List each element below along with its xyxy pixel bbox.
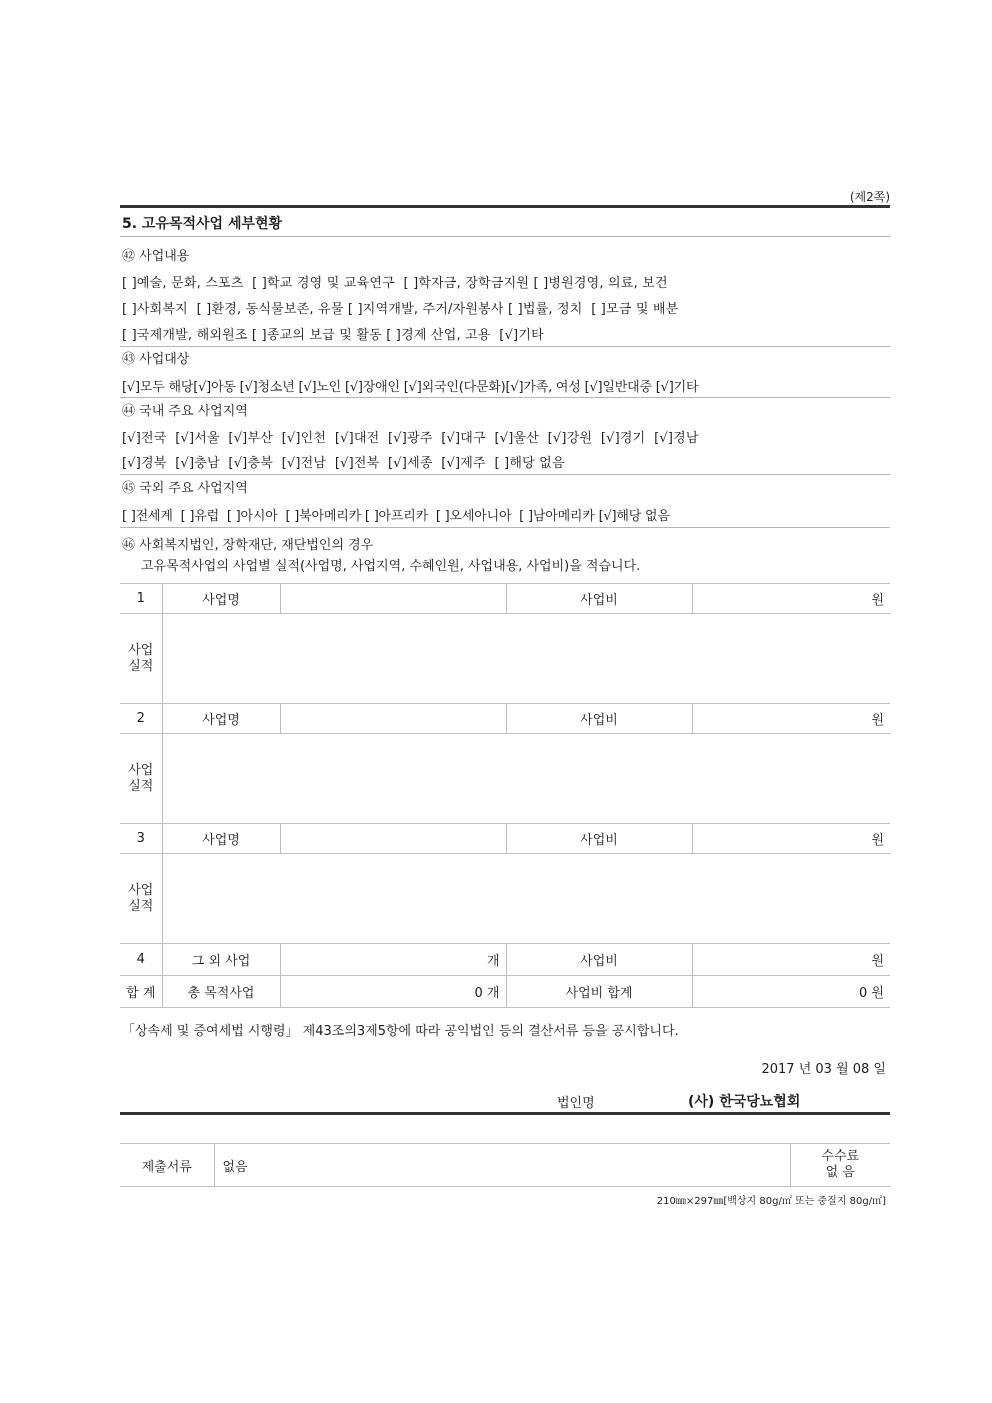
project-row bbox=[120, 584, 890, 614]
project-result-value[interactable] bbox=[162, 734, 890, 824]
content-line-1: [ ]예술, 문화, 스포츠 [ ]학교 경영 및 교육연구 [ ]학자금, 장학금지원 [ ]병원경영, 의료, 보건 bbox=[122, 276, 668, 291]
divider bbox=[120, 397, 890, 398]
project-name-label: 사업명 bbox=[162, 584, 280, 614]
project-result-row bbox=[120, 854, 890, 944]
divider bbox=[120, 527, 890, 528]
section-title: 5. 고유목적사업 세부현황 bbox=[122, 216, 283, 232]
project-result-label-bottom: 실적 bbox=[128, 658, 154, 674]
project-cost-unit: 원 bbox=[692, 584, 890, 614]
project-name-label: 사업명 bbox=[162, 824, 280, 854]
project-no: 2 bbox=[120, 704, 162, 734]
fee-value: 없 음 bbox=[825, 1165, 855, 1180]
project-cost-unit: 원 bbox=[692, 704, 890, 734]
total-cost-label: 사업비 합계 bbox=[506, 976, 692, 1008]
project-result-label bbox=[120, 854, 162, 944]
total-no: 합 계 bbox=[120, 976, 162, 1008]
other-no: 4 bbox=[120, 944, 162, 976]
fee-cell bbox=[790, 1144, 890, 1187]
target-line-1: [√]모두 해당[√]아동 [√]청소년 [√]노인 [√]장애인 [√]외국인(다문화)[√]가족, 여성 [√]일반대중 [√]기타 bbox=[122, 380, 699, 395]
project-cost-label: 사업비 bbox=[506, 584, 692, 614]
project-no: 3 bbox=[120, 824, 162, 854]
project-row bbox=[120, 704, 890, 734]
project-result-row bbox=[120, 614, 890, 704]
other-label: 그 외 사업 bbox=[162, 944, 280, 976]
fee-label: 수수료 bbox=[821, 1149, 860, 1164]
content-line-2: [ ]사회복지 [ ]환경, 동식물보존, 유물 [ ]지역개발, 주거/자원봉사 [ ]법률, 정치 [ ]모금 및 배분 bbox=[122, 302, 679, 317]
project-cost-label: 사업비 bbox=[506, 704, 692, 734]
divider bbox=[120, 474, 890, 475]
project-result-row bbox=[120, 734, 890, 824]
total-cost[interactable]: 0 원 bbox=[692, 976, 890, 1008]
domestic-line-1: [√]전국 [√]서울 [√]부산 [√]인천 [√]대전 [√]광주 [√]대구 [√]울산 [√]강원 [√]경기 [√]경남 bbox=[122, 431, 699, 446]
top-divider bbox=[120, 205, 890, 208]
project-result-value[interactable] bbox=[162, 854, 890, 944]
domestic-title: ㊹ 국내 주요 사업지역 bbox=[122, 404, 248, 419]
performance-table bbox=[120, 583, 890, 1008]
divider bbox=[120, 346, 890, 347]
project-row bbox=[120, 824, 890, 854]
submission-label: 제출서류 bbox=[120, 1144, 214, 1187]
project-result-label-bottom: 실적 bbox=[128, 898, 154, 914]
submission-value[interactable]: 없음 bbox=[214, 1144, 790, 1187]
page-number: (제2쪽) bbox=[849, 190, 890, 204]
project-name-label: 사업명 bbox=[162, 704, 280, 734]
report-date: 2017 년 03 월 08 일 bbox=[761, 1062, 886, 1077]
other-count[interactable]: 개 bbox=[280, 944, 506, 976]
legal-statement: 「상속세 및 증여세법 시행령」 제43조의3제5항에 따라 공익법인 등의 결산서류 등을 공시합니다. bbox=[122, 1024, 679, 1039]
project-result-label-top: 사업 bbox=[128, 762, 154, 778]
corp-name-label: 법인명 bbox=[557, 1096, 595, 1111]
project-name-value[interactable] bbox=[280, 704, 506, 734]
target-title: ㊸ 사업대상 bbox=[122, 352, 190, 367]
project-cost-label: 사업비 bbox=[506, 824, 692, 854]
submission-table bbox=[120, 1143, 890, 1187]
other-cost-label: 사업비 bbox=[506, 944, 692, 976]
corp-name: (사) 한국당뇨협회 bbox=[688, 1094, 801, 1110]
other-projects-row bbox=[120, 944, 890, 976]
paper-spec: 210㎜×297㎜[백상지 80g/㎡ 또는 중질지 80g/㎡] bbox=[656, 1196, 886, 1207]
project-no: 1 bbox=[120, 584, 162, 614]
domestic-line-2: [√]경북 [√]충남 [√]충북 [√]전남 [√]전북 [√]세종 [√]제주 [ ]해당 없음 bbox=[122, 456, 565, 471]
bottom-divider bbox=[120, 1112, 890, 1115]
project-result-label-bottom: 실적 bbox=[128, 778, 154, 794]
other-cost-unit[interactable]: 원 bbox=[692, 944, 890, 976]
performance-title: ㊻ 사회복지법인, 장학재단, 재단법인의 경우 bbox=[122, 538, 374, 553]
total-row bbox=[120, 976, 890, 1008]
project-result-label-top: 사업 bbox=[128, 642, 154, 658]
total-label: 총 목적사업 bbox=[162, 976, 280, 1008]
project-cost-unit: 원 bbox=[692, 824, 890, 854]
total-count[interactable]: 0 개 bbox=[280, 976, 506, 1008]
performance-subtitle: 고유목적사업의 사업별 실적(사업명, 사업지역, 수혜인원, 사업내용, 사업비)을 적습니다. bbox=[141, 559, 641, 574]
content-line-3: [ ]국제개발, 해외원조 [ ]종교의 보급 및 활동 [ ]경제 산업, 고용 [√]기타 bbox=[122, 328, 544, 343]
content-title: ㊷ 사업내용 bbox=[122, 249, 190, 264]
project-result-label-top: 사업 bbox=[128, 882, 154, 898]
overseas-title: ㊺ 국외 주요 사업지역 bbox=[122, 481, 248, 496]
project-name-value[interactable] bbox=[280, 584, 506, 614]
project-name-value[interactable] bbox=[280, 824, 506, 854]
project-result-label bbox=[120, 614, 162, 704]
project-result-label bbox=[120, 734, 162, 824]
divider bbox=[120, 236, 890, 237]
project-result-value[interactable] bbox=[162, 614, 890, 704]
overseas-line-1: [ ]전세계 [ ]유럽 [ ]아시아 [ ]북아메리카 [ ]아프리카 [ ]오세아니아 [ ]남아메리카 [√]해당 없음 bbox=[122, 509, 670, 524]
